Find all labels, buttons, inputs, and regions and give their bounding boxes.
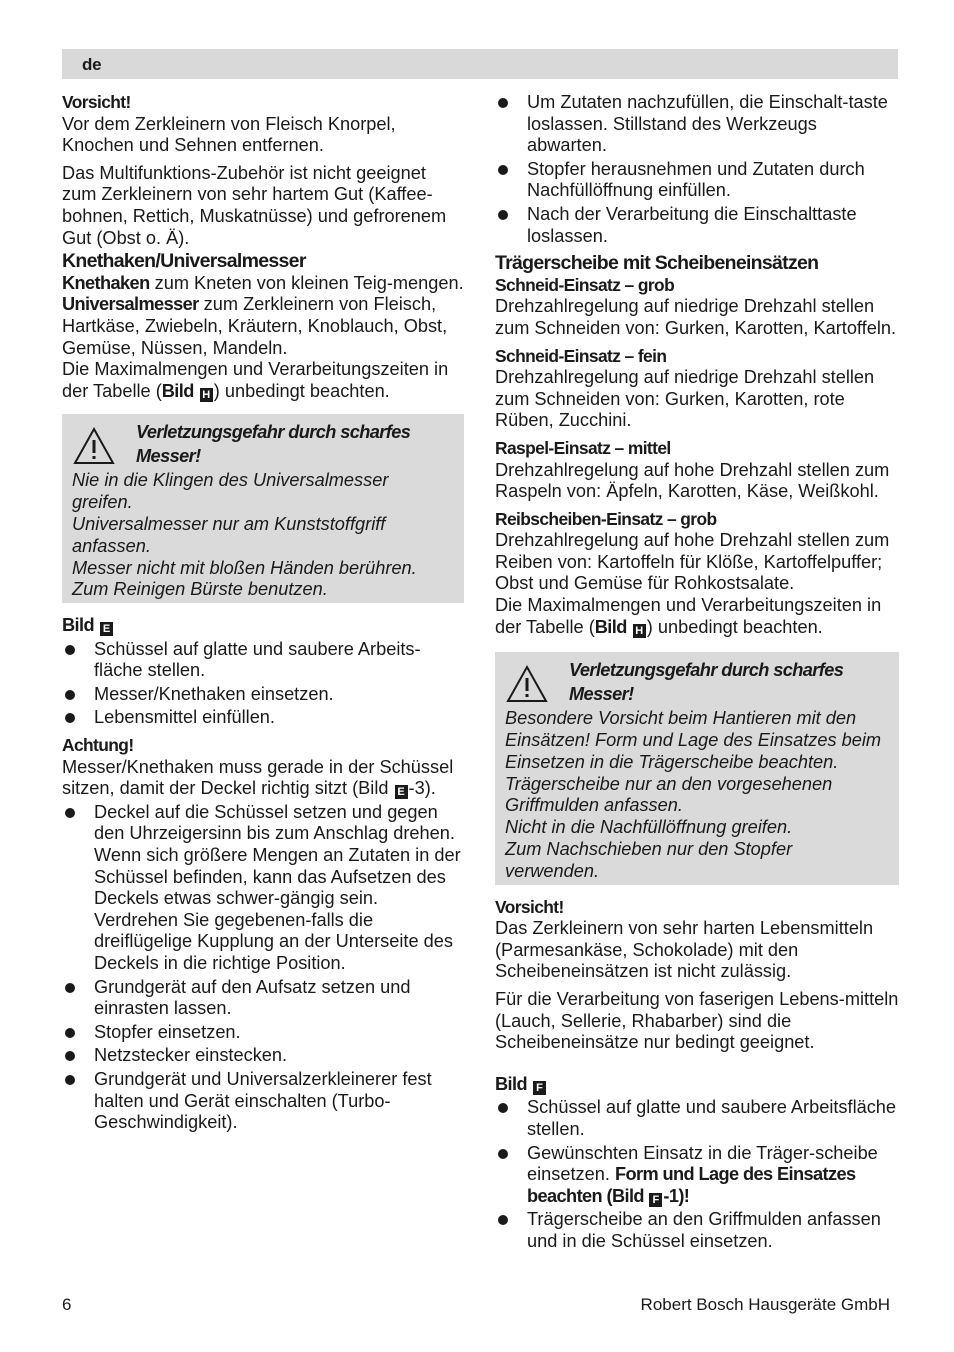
max-text-a: Die Maximalmengen und Verarbeitungszeiten in der Tabelle ( xyxy=(495,595,882,637)
list-item-text: Stopfer einsetzen. xyxy=(94,1021,241,1042)
list-item xyxy=(62,802,464,975)
list-item xyxy=(495,92,899,157)
knethaken-label: Knethaken xyxy=(62,272,150,293)
bullet-icon xyxy=(498,1103,508,1113)
insert-text: Drehzahlregelung auf hohe Drehzahl stellen zum Raspeln von: Äpfeln, Karotten, Käse, Weißkohl. xyxy=(495,459,890,502)
warning-triangle-icon xyxy=(72,426,116,466)
bullet-icon xyxy=(498,1149,508,1159)
bild-e-heading xyxy=(62,615,464,637)
knethaken-text: zum Kneten von kleinen Teig-mengen. xyxy=(149,272,464,293)
warning-line: Messer nicht mit bloßen Händen berühren. Zum Reinigen Bürste benutzen. xyxy=(72,557,417,600)
insert-text: Drehzahlregelung auf hohe Drehzahl stellen zum Reiben von: Kartoffeln für Klöße, Kartoffelpuffer; Obst und Gemüse für Rohkostsalate. xyxy=(495,530,890,594)
list-item xyxy=(62,707,464,729)
max-text-a: Die Maximalmengen und Verarbeitungszeiten in der Tabelle ( xyxy=(62,359,449,401)
warning-line: Besondere Vorsicht beim Hantieren mit den Einsätzen! Form und Lage des Einsatzes beim Einsetzen in die Trägerscheibe beachten. Trägerscheibe nur an den vorgesehenen Griffmulden anfassen. xyxy=(505,708,882,816)
list-item-text: Um Zutaten nachzufüllen, die Einschalt-taste loslassen. Stillstand des Werkzeugs abwarten. xyxy=(527,92,888,156)
list-item xyxy=(495,1097,899,1140)
warning-line: Universalmesser nur am Kunststoffgriff anfassen. xyxy=(72,513,386,556)
list-item-text: Schüssel auf glatte und saubere Arbeits-fläche stellen. xyxy=(94,638,421,681)
list-item-note: Wenn sich größere Mengen an Zutaten in der Schüssel befinden, kann das Aufsetzen des Deckels etwas schwer-gängig sein. Verdrehen Sie gegebenen-falls die dreiflügelige Kupplung an der Unterseite des Deckels in die richtige Position. xyxy=(94,845,461,973)
list-item xyxy=(495,1143,899,1208)
warning-heading xyxy=(505,658,889,706)
instruction-list-1 xyxy=(62,639,464,729)
max-bild: Bild xyxy=(161,380,194,401)
max-text-b: ) unbedingt beachten. xyxy=(646,616,823,637)
page-number: 6 xyxy=(62,1295,72,1314)
warning-heading xyxy=(72,420,454,468)
bullet-icon xyxy=(65,808,75,818)
list-item xyxy=(62,977,464,1020)
list-item-text: Gewünschten Einsatz in die Träger-scheibe einsetzen. xyxy=(527,1142,878,1185)
insert-title: Raspel-Einsatz – mittel xyxy=(495,437,671,458)
vorsicht-paragraph-1: Vor dem Zerkleinern von Fleisch Knorpel, Knochen und Sehnen entfernen. xyxy=(62,113,396,156)
bullet-icon xyxy=(65,1075,75,1085)
achtung-paragraph xyxy=(62,757,464,800)
warning-box xyxy=(495,652,899,884)
instruction-list-2 xyxy=(62,802,464,1134)
achtung-text-b: -3). xyxy=(408,778,436,799)
insert-text: Drehzahlregelung auf niedrige Drehzahl stellen zum Schneiden von: Gurken, Karotten, Kartoffeln. xyxy=(495,296,897,338)
max-bild: Bild xyxy=(594,616,627,637)
figure-f-icon: F xyxy=(649,1193,662,1207)
universal-paragraph xyxy=(62,294,464,359)
figure-h-icon: H xyxy=(200,388,213,402)
achtung-heading: Achtung! xyxy=(62,735,134,756)
list-item xyxy=(62,684,464,706)
footer-company: Robert Bosch Hausgeräte GmbH xyxy=(640,1295,890,1314)
list-item-text: Nach der Verarbeitung die Einschalttaste loslassen. xyxy=(527,203,857,246)
list-item xyxy=(62,1022,464,1044)
list-item xyxy=(62,639,464,682)
instruction-list-bottom xyxy=(495,1097,899,1252)
universal-label: Universalmesser xyxy=(62,294,199,315)
list-item-emphasis-end: -1)! xyxy=(663,1185,690,1206)
figure-h-icon: H xyxy=(633,624,646,638)
warning-title: Verletzungsgefahr durch scharfes Messer! xyxy=(569,660,844,705)
warning-line: Zum Nachschieben nur den Stopfer verwenden. xyxy=(505,839,793,881)
warning-body xyxy=(72,470,454,601)
max-paragraph xyxy=(495,595,899,638)
list-item-text: Grundgerät und Universalzerkleinerer fest halten und Gerät einschalten (Turbo-Geschwindigkeit). xyxy=(94,1068,432,1133)
warning-line: Nicht in die Nachfüllöffnung greifen. xyxy=(505,817,793,838)
vorsicht-paragraph-2: Das Multifunktions-Zubehör ist nicht geeignet zum Zerkleinern von sehr hartem Gut (Kaffee-bohnen, Rettich, Muskatnüsse) und gefrorenem Gut (Obst o. Ä). xyxy=(62,162,447,248)
bullet-icon xyxy=(65,983,75,993)
bullet-icon xyxy=(498,165,508,175)
list-item xyxy=(495,159,899,202)
language-code: de xyxy=(82,55,102,74)
list-item-text: Schüssel auf glatte und saubere Arbeitsfläche stellen. xyxy=(527,1097,897,1139)
bullet-icon xyxy=(498,98,508,108)
list-item xyxy=(62,1069,464,1134)
bild-label: Bild xyxy=(495,1073,527,1094)
figure-e-icon: E xyxy=(395,785,408,799)
warning-title: Verletzungsgefahr durch scharfes Messer! xyxy=(136,422,411,467)
bild-label: Bild xyxy=(62,615,94,636)
vorsicht-paragraph-2: Für die Verarbeitung von faserigen Lebens-mitteln (Lauch, Sellerie, Rhabarber) sind die Scheibeneinsätze nur bedingt geeignet. xyxy=(495,989,899,1053)
bullet-icon xyxy=(65,645,75,655)
insert-title: Schneid-Einsatz – grob xyxy=(495,274,675,295)
list-item xyxy=(495,1209,899,1252)
list-item-text: Netzstecker einstecken. xyxy=(94,1045,288,1066)
section-heading-traegerscheibe: Trägerscheibe mit Scheibeneinsätzen xyxy=(495,252,819,275)
vorsicht-heading: Vorsicht! xyxy=(495,896,564,917)
universal-text: zum Zerkleinern von Fleisch, Hartkäse, Zwiebeln, Kräutern, Knoblauch, Obst, Gemüse, Nüssen, Mandeln. xyxy=(62,294,448,358)
list-item-emphasis: Form und Lage des Einsatzes beachten (Bild xyxy=(527,1164,856,1206)
warning-box xyxy=(62,414,464,603)
warning-body xyxy=(505,708,889,882)
bullet-icon xyxy=(65,1028,75,1038)
list-item-text: Stopfer herausnehmen und Zutaten durch Nachfüllöffnung einfüllen. xyxy=(527,158,865,201)
list-item-text: Trägerscheibe an den Griffmulden anfassen und in die Schüssel einsetzen. xyxy=(527,1209,881,1251)
vorsicht-paragraph-1: Das Zerkleinern von sehr harten Lebensmitteln (Parmesankäse, Schokolade) mit den Scheibeneinsätzen ist nicht zulässig. xyxy=(495,918,874,982)
insert-title: Schneid-Einsatz – fein xyxy=(495,345,667,366)
bullet-icon xyxy=(65,1051,75,1061)
bullet-icon xyxy=(498,210,508,220)
list-item xyxy=(495,204,899,247)
instruction-list-top xyxy=(495,92,899,247)
list-item xyxy=(62,1045,464,1067)
knethaken-paragraph xyxy=(62,273,464,295)
warning-triangle-icon xyxy=(505,664,549,704)
insert-title: Reibscheiben-Einsatz – grob xyxy=(495,508,717,529)
achtung-text-a: Messer/Knethaken muss gerade in der Schüssel sitzen, damit der Deckel richtig sitzt (Bild xyxy=(62,756,454,799)
bullet-icon xyxy=(65,713,75,723)
list-item-text: Lebensmittel einfüllen. xyxy=(94,707,275,728)
right-column xyxy=(495,92,899,1255)
bild-f-heading xyxy=(495,1074,899,1096)
bullet-icon xyxy=(498,1215,508,1225)
section-heading-knethaken: Knethaken/Universalmesser xyxy=(62,250,306,273)
list-item-text: Grundgerät auf den Aufsatz setzen und einrasten lassen. xyxy=(94,976,411,1019)
list-item-text: Messer/Knethaken einsetzen. xyxy=(94,683,334,704)
left-column xyxy=(62,92,464,1136)
vorsicht-heading: Vorsicht! xyxy=(62,92,131,112)
insert-text: Drehzahlregelung auf niedrige Drehzahl stellen zum Schneiden von: Gurken, Karotten, rote Rüben, Zucchini. xyxy=(495,367,875,431)
max-paragraph xyxy=(62,359,464,402)
max-text-b: ) unbedingt beachten. xyxy=(213,380,390,401)
figure-f-icon: F xyxy=(533,1081,546,1095)
language-header-bar xyxy=(62,49,898,79)
warning-line: Nie in die Klingen des Universalmesser greifen. xyxy=(72,470,389,513)
list-item-text: Deckel auf die Schüssel setzen und gegen den Uhrzeigersinn bis zum Anschlag drehen. xyxy=(94,801,455,844)
figure-e-icon: E xyxy=(100,622,113,636)
bullet-icon xyxy=(65,690,75,700)
